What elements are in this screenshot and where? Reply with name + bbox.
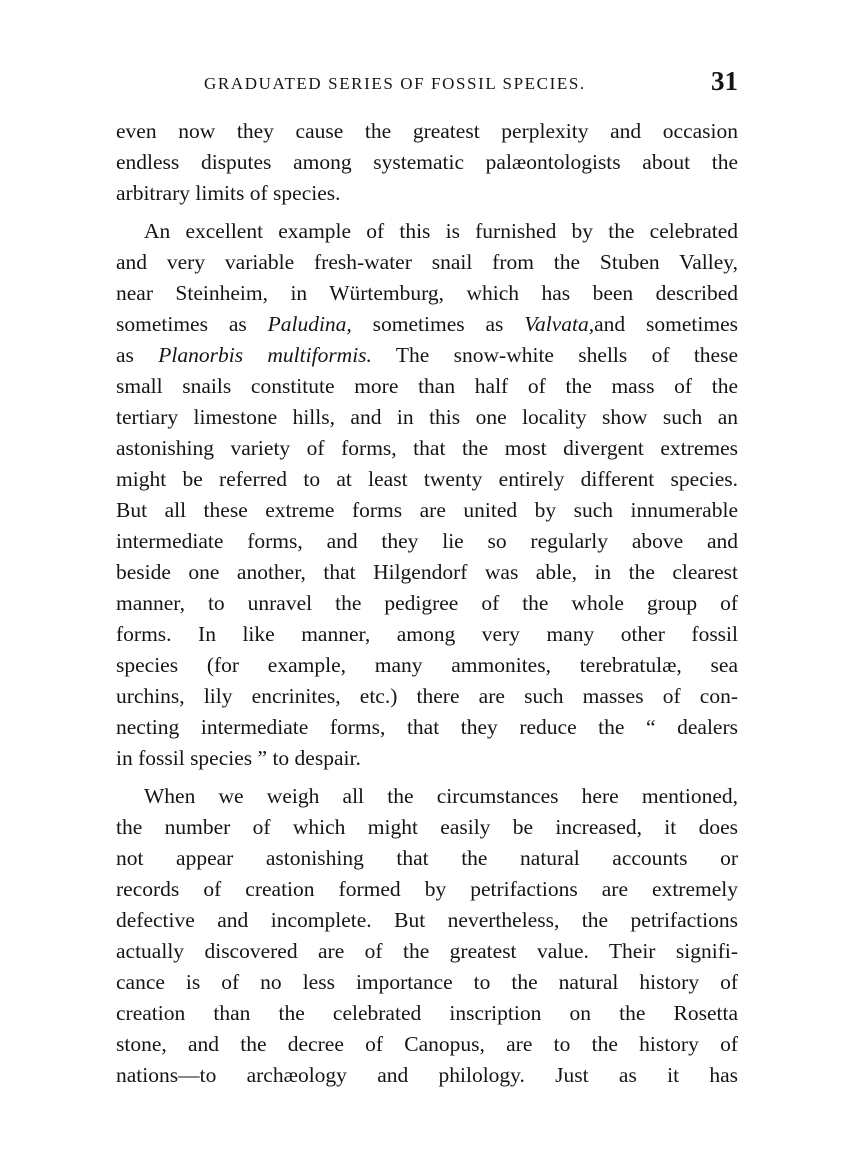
text-line: When we weigh all the circumstances here mentioned,: [144, 784, 738, 808]
text-line: [116, 309, 738, 340]
text-span: sometimes as: [351, 312, 525, 336]
text-line: nations—to archæology and philology. Just as it has: [116, 1063, 738, 1087]
text-line: species (for example, many ammonites, terebratulæ, sea: [116, 653, 738, 677]
text-line: [116, 340, 738, 371]
text-span: The snow-white shells of these: [371, 343, 738, 367]
text-span: and sometimes: [594, 312, 738, 336]
text-line: But all these extreme forms are united by such innumerable: [116, 498, 738, 522]
text-line: beside one another, that Hilgendorf was able, in the clearest: [116, 560, 738, 584]
text-line: the number of which might easily be increased, it does: [116, 815, 738, 839]
text-line: astonishing variety of forms, that the most divergent extremes: [116, 436, 738, 460]
text-line: near Steinheim, in Würtemburg, which has been described: [116, 281, 738, 305]
text-line: forms. In like manner, among very many other fossil: [116, 622, 738, 646]
text-line: creation than the celebrated inscription on the Rosetta: [116, 1001, 738, 1025]
text-line: records of creation formed by petrifactions are extremely: [116, 877, 738, 901]
text-line: even now they cause the greatest perplexity and occasion: [116, 119, 738, 143]
text-line: urchins, lily encrinites, etc.) there are such masses of con-: [116, 684, 738, 708]
text-line: intermediate forms, and they lie so regularly above and: [116, 529, 738, 553]
text-line: endless disputes among systematic palæontologists about the: [116, 150, 738, 174]
text-line: stone, and the decree of Canopus, are to the history of: [116, 1032, 738, 1056]
text-line: arbitrary limits of species.: [116, 181, 341, 205]
running-head: [116, 66, 738, 106]
text-line: small snails constitute more than half of the mass of the: [116, 374, 738, 398]
text-line: manner, to unravel the pedigree of the whole group of: [116, 591, 738, 615]
genus-name-paludina: Paludina,: [267, 312, 352, 336]
text-span: sometimes as: [116, 312, 268, 336]
text-line: tertiary limestone hills, and in this one locality show such an: [116, 405, 738, 429]
page-number: 31: [711, 66, 738, 96]
species-name-planorbis: Planorbis multiformis.: [158, 343, 372, 367]
body-text: [116, 116, 738, 1091]
text-span: as: [116, 343, 159, 367]
text-line: defective and incomplete. But nevertheless, the petrifactions: [116, 908, 738, 932]
text-line: not appear astonishing that the natural accounts or: [116, 846, 738, 870]
text-line: actually discovered are of the greatest value. Their signifi-: [116, 939, 738, 963]
text-line: An excellent example of this is furnished by the celebrated: [144, 219, 738, 243]
genus-name-valvata: Valvata,: [524, 312, 595, 336]
text-line: might be referred to at least twenty entirely different species.: [116, 467, 738, 491]
running-title: GRADUATED SERIES OF FOSSIL SPECIES.: [204, 74, 586, 93]
text-line: and very variable fresh-water snail from the Stuben Valley,: [116, 250, 738, 274]
text-line: necting intermediate forms, that they reduce the “ dealers: [116, 715, 738, 739]
text-line: in fossil species ” to despair.: [116, 746, 361, 770]
text-line: cance is of no less importance to the natural history of: [116, 970, 738, 994]
